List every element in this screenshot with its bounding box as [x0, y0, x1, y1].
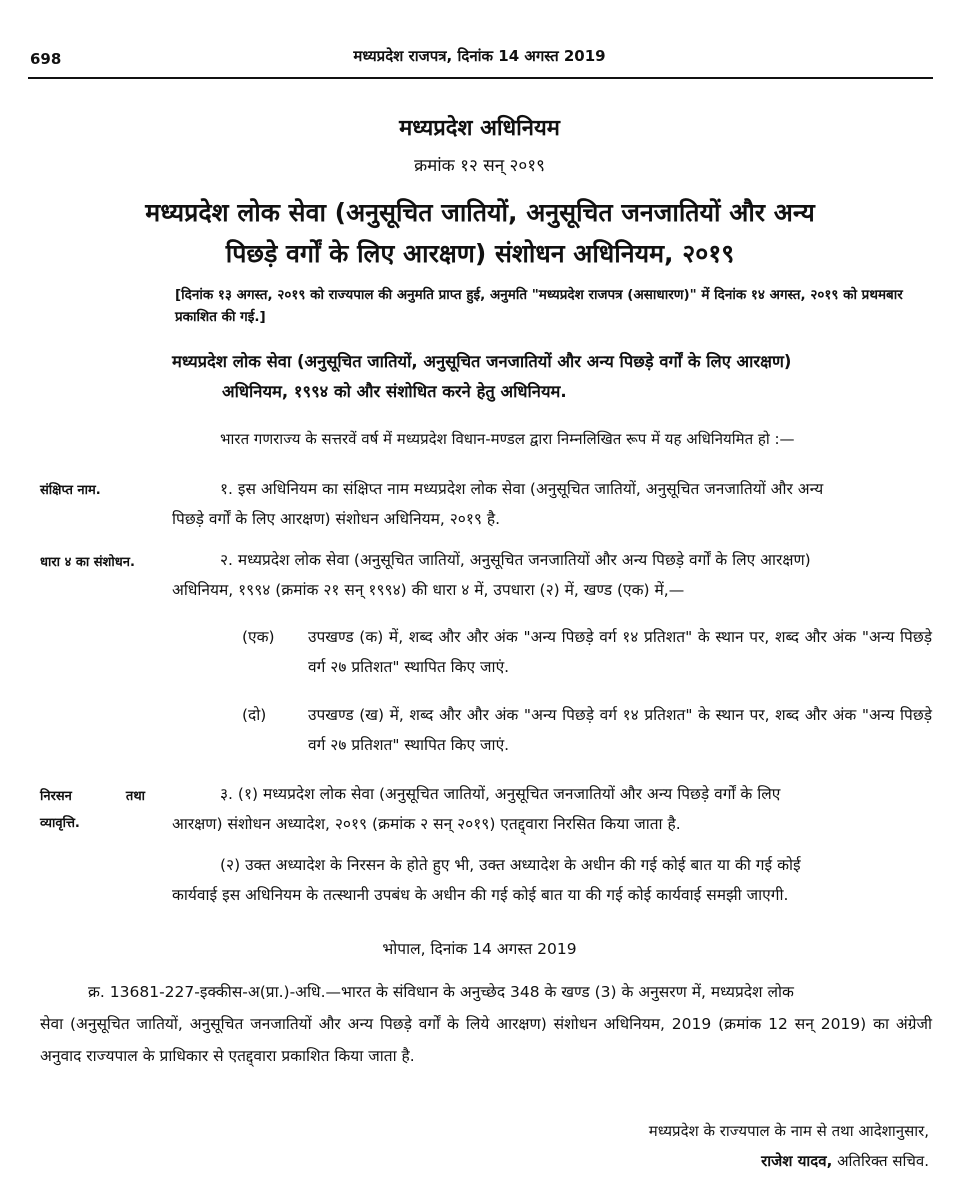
header-rule	[28, 77, 933, 79]
notification-paragraph	[40, 976, 932, 1072]
enacting-formula: भारत गणराज्य के सत्तरवें वर्ष में मध्यप्रदेश विधान-मण्डल द्वारा निम्नलिखित रूप में यह अधिनियमित हो :—	[220, 430, 795, 448]
running-head: मध्यप्रदेश राजपत्र, दिनांक 14 अगस्त 2019	[353, 47, 606, 65]
signature-block	[509, 1116, 929, 1176]
place-date: भोपाल, दिनांक 14 अगस्त 2019	[382, 940, 577, 958]
marginal-note-amendment: धारा ४ का संशोधन.	[40, 555, 135, 570]
act-heading: मध्यप्रदेश अधिनियम	[399, 116, 560, 141]
long-title	[172, 347, 932, 407]
marginal-note-repeal	[40, 783, 160, 837]
section-3-sub-2-rest: कार्यवाई इस अधिनियम के तत्स्थानी उपबंध के अधीन की गई कोई बात या की गई कोई कार्यवाई समझी जाएगी.	[172, 886, 789, 904]
signature-authority: मध्यप्रदेश के राज्यपाल के नाम से तथा आदेशानुसार,	[648, 1122, 929, 1140]
long-title-line-2: अधिनियम, १९९४ को और संशोधित करने हेतु अधिनियम.	[222, 382, 567, 401]
clause-label: (दो)	[242, 706, 267, 724]
signer-designation: अतिरिक्त सचिव.	[832, 1152, 929, 1170]
section-1-first-line: १. इस अधिनियम का संक्षिप्त नाम मध्यप्रदेश लोक सेवा (अनुसूचित जातियों, अनुसूचित जनजातियों और अन्य	[220, 480, 824, 498]
act-title-line-2: पिछड़े वर्गों के लिए आरक्षण) संशोधन अधिनियम, २०१९	[225, 239, 735, 268]
page-number: 698	[30, 50, 62, 68]
section-3-sub-2-first-line: (२) उक्त अध्यादेश के निरसन के होते हुए भी, उक्त अध्यादेश के अधीन की गई कोई बात या की गई कोई	[220, 856, 801, 874]
section-3-sub-2	[172, 850, 932, 910]
clause-label: (एक)	[242, 628, 275, 646]
section-3-sub-1	[172, 779, 932, 839]
section-3-first-line: ३. (१) मध्यप्रदेश लोक सेवा (अनुसूचित जातियों, अनुसूचित जनजातियों और अन्य पिछड़े वर्गों के लिए	[220, 785, 781, 803]
notification-first-line: क्र. 13681-227-इक्कीस-अ(प्रा.)-अधि.—भारत के संविधान के अनुच्छेद 348 के खण्ड (3) के अनुसरण में, मध्यप्रदेश लोक	[88, 983, 794, 1001]
marginal-note-repeal-c: व्यावृत्ति.	[40, 816, 80, 831]
act-title-line-1: मध्यप्रदेश लोक सेवा (अनुसूचित जातियों, अनुसूचित जनजातियों और अन्य	[145, 198, 815, 227]
section-2	[172, 545, 932, 605]
notification-rest: सेवा (अनुसूचित जातियों, अनुसूचित जनजातियों और अन्य पिछड़े वर्गों के लिये आरक्षण) संशोधन अधिनियम, 2019 (क्रमांक 12 सन् 2019) का अंग्रेजी अनुवाद राज्यपाल के प्राधिकार से एतद्द्वारा प्रकाशित किया जाता है.	[40, 1015, 932, 1065]
clause-two	[230, 700, 932, 760]
marginal-note-repeal-b: तथा	[125, 789, 145, 804]
act-title	[110, 192, 850, 274]
marginal-note-short-title: संक्षिप्त नाम.	[40, 483, 101, 498]
clause-one	[230, 622, 932, 682]
clause-text: उपखण्ड (ख) में, शब्द और और अंक "अन्य पिछड़े वर्ग १४ प्रतिशत" के स्थान पर, शब्द और अंक "अन्य पिछड़े वर्ग २७ प्रतिशत" स्थापित किए जाएं.	[308, 706, 932, 754]
section-3-rest: आरक्षण) संशोधन अध्यादेश, २०१९ (क्रमांक २ सन् २०१९) एतद्द्वारा निरसित किया जाता है.	[172, 815, 681, 833]
section-2-first-line: २. मध्यप्रदेश लोक सेवा (अनुसूचित जातियों, अनुसूचित जनजातियों और अन्य पिछड़े वर्गों के लिए आरक्षण)	[220, 551, 811, 569]
long-title-line-1: मध्यप्रदेश लोक सेवा (अनुसूचित जातियों, अनुसूचित जनजातियों और अन्य पिछड़े वर्गों के लिए आरक्षण)	[172, 352, 792, 371]
act-number: क्रमांक १२ सन् २०१९	[414, 156, 545, 176]
section-2-rest: अधिनियम, १९९४ (क्रमांक २१ सन् १९९४) की धारा ४ में, उपधारा (२) में, खण्ड (एक) में,—	[172, 581, 685, 599]
clause-text: उपखण्ड (क) में, शब्द और और अंक "अन्य पिछड़े वर्ग १४ प्रतिशत" के स्थान पर, शब्द और अंक "अन्य पिछड़े वर्ग २७ प्रतिशत" स्थापित किए जाएं.	[308, 628, 932, 676]
signer-name: राजेश यादव,	[761, 1152, 833, 1170]
section-1-rest: पिछड़े वर्गों के लिए आरक्षण) संशोधन अधिनियम, २०१९ है.	[172, 510, 501, 528]
marginal-note-repeal-a: निरसन	[40, 789, 72, 804]
section-1	[172, 474, 932, 534]
assent-note: [दिनांक १३ अगस्त, २०१९ को राज्यपाल की अनुमति प्राप्त हुई, अनुमति "मध्यप्रदेश राजपत्र (असाधारण)" में दिनांक १४ अगस्त, २०१९ को प्रथमबार प्रकाशित की गई.]	[175, 287, 903, 325]
